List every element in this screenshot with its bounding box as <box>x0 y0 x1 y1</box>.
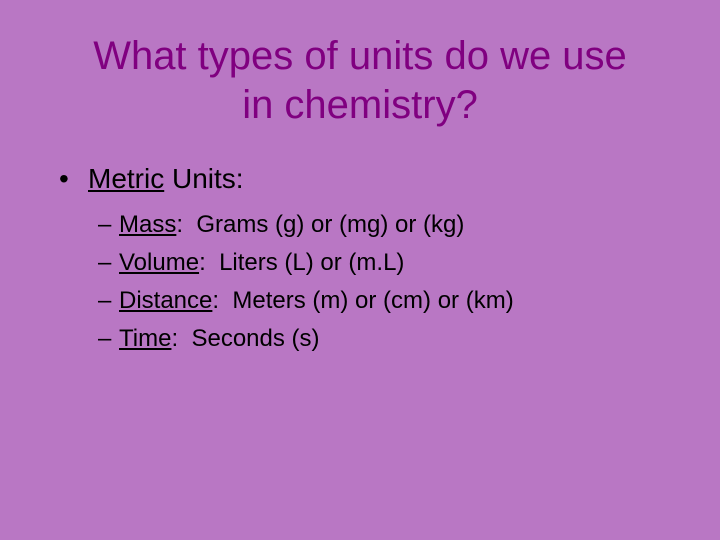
sub-bullet-text: Meters (m) or (cm) or (km) <box>219 287 514 314</box>
dash-marker: – <box>98 249 112 276</box>
sub-bullet-text: Seconds (s) <box>178 325 320 352</box>
sub-bullet-term: Mass <box>119 211 177 238</box>
main-bullet-rest: Units: <box>164 163 244 194</box>
dash-marker: – <box>98 287 112 314</box>
sub-bullet-distance <box>98 282 514 320</box>
main-bullet-term: Metric <box>88 163 165 194</box>
slide-title <box>0 32 720 130</box>
sub-bullet-term: Volume <box>119 249 200 276</box>
sub-bullet-volume <box>98 244 514 282</box>
dash-marker: – <box>98 211 112 238</box>
sub-bullet-mass <box>98 206 514 244</box>
slide-title-line-1: What types of units do we use <box>93 34 627 78</box>
sub-bullet-term: Time <box>119 325 172 352</box>
sub-bullet-colon: : <box>176 211 184 238</box>
sub-bullet-list <box>98 206 514 358</box>
sub-bullet-time <box>98 320 514 358</box>
bullet-marker: • <box>59 163 69 194</box>
sub-bullet-text: Liters (L) or (m.L) <box>205 249 405 276</box>
sub-bullet-colon: : <box>171 325 179 352</box>
sub-bullet-term: Distance <box>119 287 213 314</box>
sub-bullet-text: Grams (g) or (mg) or (kg) <box>183 211 465 238</box>
slide-title-line-2: in chemistry? <box>242 83 478 127</box>
sub-bullet-colon: : <box>199 249 206 276</box>
main-bullet <box>59 163 244 195</box>
sub-bullet-colon: : <box>212 287 220 314</box>
dash-marker: – <box>98 325 112 352</box>
